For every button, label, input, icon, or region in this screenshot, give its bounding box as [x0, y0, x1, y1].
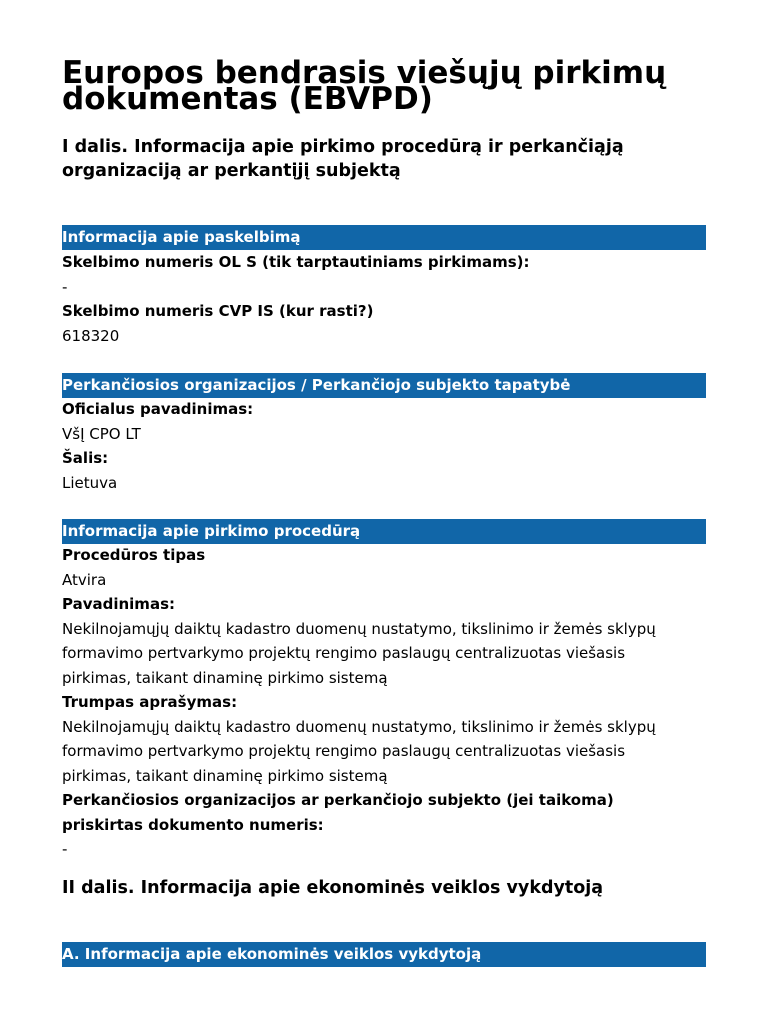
- official-name-label: Oficialus pavadinimas:: [62, 400, 254, 418]
- file-reference-label-line: Perkančiosios organizacijos ar perkančiojo subjekto (jei taikoma): [62, 791, 614, 809]
- procedure-type-label: Procedūros tipas: [62, 546, 206, 564]
- country-label: Šalis:: [62, 449, 109, 467]
- section-header-procedure: Informacija apie pirkimo procedūrą: [62, 519, 706, 544]
- part-2-title: II dalis. Informacija apie ekonominės veiklos vykdytoją: [62, 878, 604, 898]
- section-header-contracting-authority: Perkančiosios organizacijos / Perkančiojo subjekto tapatybė: [62, 373, 706, 398]
- short-description-label: Trumpas aprašymas:: [62, 693, 238, 711]
- procurement-title-line: pirkimas, taikant dinaminę pirkimo sistemą: [62, 668, 388, 687]
- section-header-publication: Informacija apie paskelbimą: [62, 225, 706, 250]
- short-description-line: Nekilnojamųjų daiktų kadastro duomenų nustatymo, tikslinimo ir žemės sklypų: [62, 717, 656, 736]
- cvp-notice-value: 618320: [62, 326, 120, 345]
- file-reference-value: -: [62, 840, 68, 858]
- official-name-value: VšĮ CPO LT: [62, 424, 141, 443]
- ol-s-notice-label: Skelbimo numeris OL S (tik tarptautiniams pirkimams):: [62, 253, 530, 271]
- procedure-type-value: Atvira: [62, 570, 107, 589]
- procurement-title-line: Nekilnojamųjų daiktų kadastro duomenų nustatymo, tikslinimo ir žemės sklypų: [62, 619, 656, 638]
- section-header-economic-operator: A. Informacija apie ekonominės veiklos vykdytoją: [62, 942, 706, 967]
- procurement-title-line: formavimo pertvarkymo projektų rengimo paslaugų centralizuotas viešasis: [62, 644, 626, 662]
- part-1-title: I dalis. Informacija apie pirkimo procedūrą ir perkančiąją organizaciją ar perkantįjį subjektą: [62, 137, 624, 181]
- contracting-authority-block: [62, 397, 706, 495]
- procurement-title-label: Pavadinimas:: [62, 595, 175, 613]
- procedure-block: [62, 543, 706, 862]
- cvp-notice-label: Skelbimo numeris CVP IS (kur rasti?): [62, 302, 374, 320]
- short-description-line: formavimo pertvarkymo projektų rengimo paslaugų centralizuotas viešasis: [62, 742, 626, 760]
- file-reference-label-line: priskirtas dokumento numeris:: [62, 815, 324, 834]
- country-value: Lietuva: [62, 473, 118, 492]
- ol-s-notice-value: -: [62, 277, 68, 296]
- document-title: Europos bendrasis viešųjų pirkimų dokumentas (EBVPD): [62, 55, 667, 117]
- short-description-line: pirkimas, taikant dinaminę pirkimo sistemą: [62, 766, 388, 785]
- publication-block: [62, 250, 706, 348]
